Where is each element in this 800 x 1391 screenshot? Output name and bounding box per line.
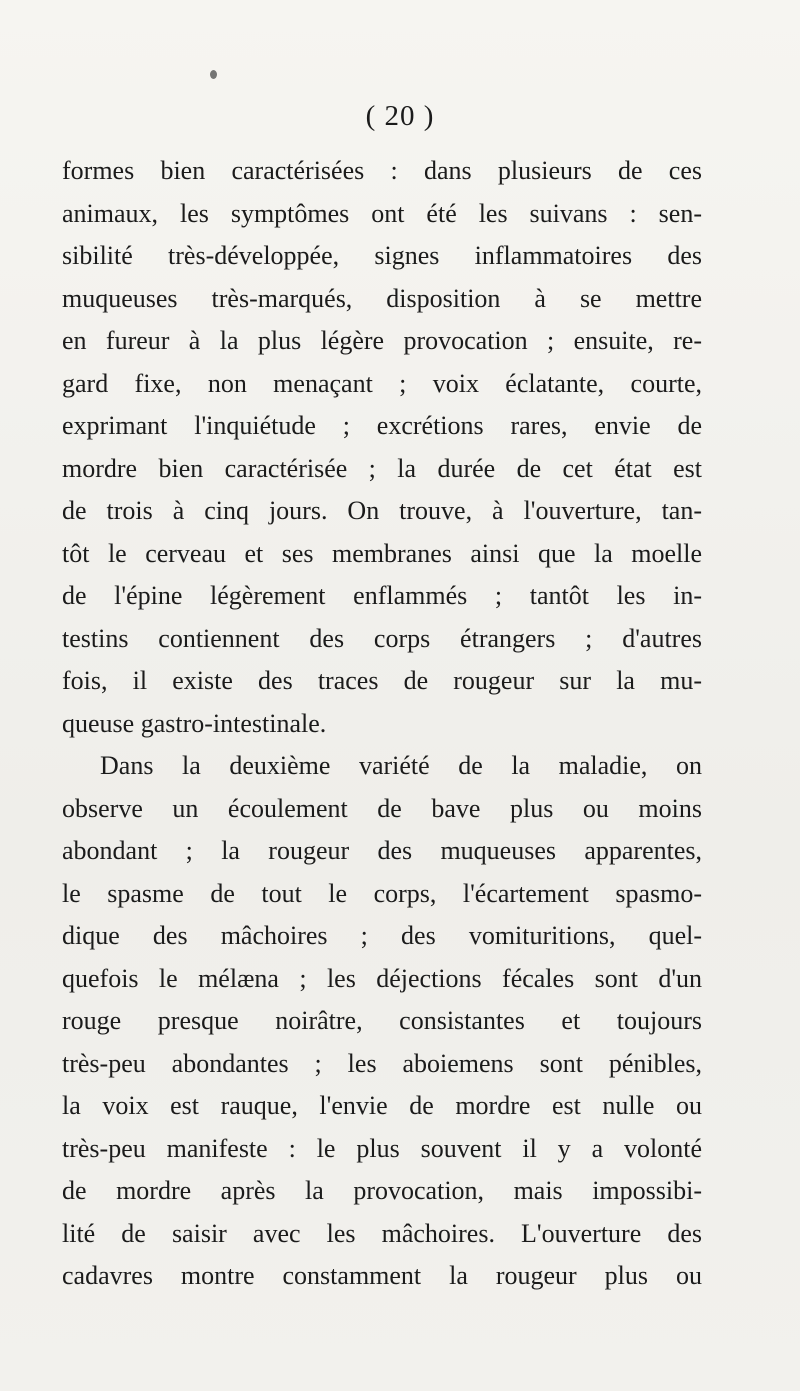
text-line: observe un écoulement de bave plus ou moins: [62, 793, 702, 823]
text-line: quefois le mélæna ; les déjections fécales sont d'un: [62, 963, 702, 993]
text-line: très-peu manifeste : le plus souvent il y a volonté: [62, 1133, 702, 1163]
text-line: de mordre après la provocation, mais impossibi-: [62, 1176, 702, 1205]
text-line: en fureur à la plus légère provocation ; ensuite, re-: [62, 326, 702, 355]
text-line: formes bien caractérisées : dans plusieurs de ces: [62, 156, 702, 185]
text-line: abondant ; la rougeur des muqueuses apparentes,: [62, 836, 702, 865]
text-line: la voix est rauque, l'envie de mordre est nulle ou: [62, 1091, 702, 1120]
text-line: mordre bien caractérisée ; la durée de cet état est: [62, 453, 702, 483]
text-line: dique des mâchoires ; des vomituritions, quel-: [62, 921, 702, 950]
paragraph-end-line: queuse gastro-intestinale.: [62, 708, 327, 738]
text-line: muqueuses très-marqués, disposition à se mettre: [62, 283, 702, 313]
text-line: animaux, les symptômes ont été les suivans : sen-: [62, 198, 702, 228]
text-line: gard fixe, non menaçant ; voix éclatante, courte,: [62, 368, 702, 398]
body-text: [62, 150, 702, 1298]
text-line: sibilité très-développée, signes inflammatoires des: [62, 241, 702, 270]
text-line: tôt le cerveau et ses membranes ainsi que la moelle: [62, 538, 702, 568]
text-line: fois, il existe des traces de rougeur sur la mu-: [62, 666, 702, 695]
text-line: testins contiennent des corps étrangers ; d'autres: [62, 623, 702, 653]
page-number: ( 20 ): [365, 100, 435, 132]
paragraph-start-line: Dans la deuxième variété de la maladie, on: [100, 751, 702, 780]
text-line: de trois à cinq jours. On trouve, à l'ouverture, tan-: [62, 496, 702, 525]
text-line: exprimant l'inquiétude ; excrétions rares, envie de: [62, 411, 702, 440]
text-line: très-peu abondantes ; les aboiemens sont pénibles,: [62, 1048, 702, 1078]
text-line: de l'épine légèrement enflammés ; tantôt les in-: [62, 581, 702, 610]
ink-speck: [210, 70, 217, 79]
text-line: le spasme de tout le corps, l'écartement spasmo-: [62, 878, 702, 908]
text-line: rouge presque noirâtre, consistantes et toujours: [62, 1006, 702, 1035]
text-line: lité de saisir avec les mâchoires. L'ouverture des: [62, 1218, 702, 1248]
text-line: cadavres montre constamment la rougeur plus ou: [62, 1261, 702, 1290]
